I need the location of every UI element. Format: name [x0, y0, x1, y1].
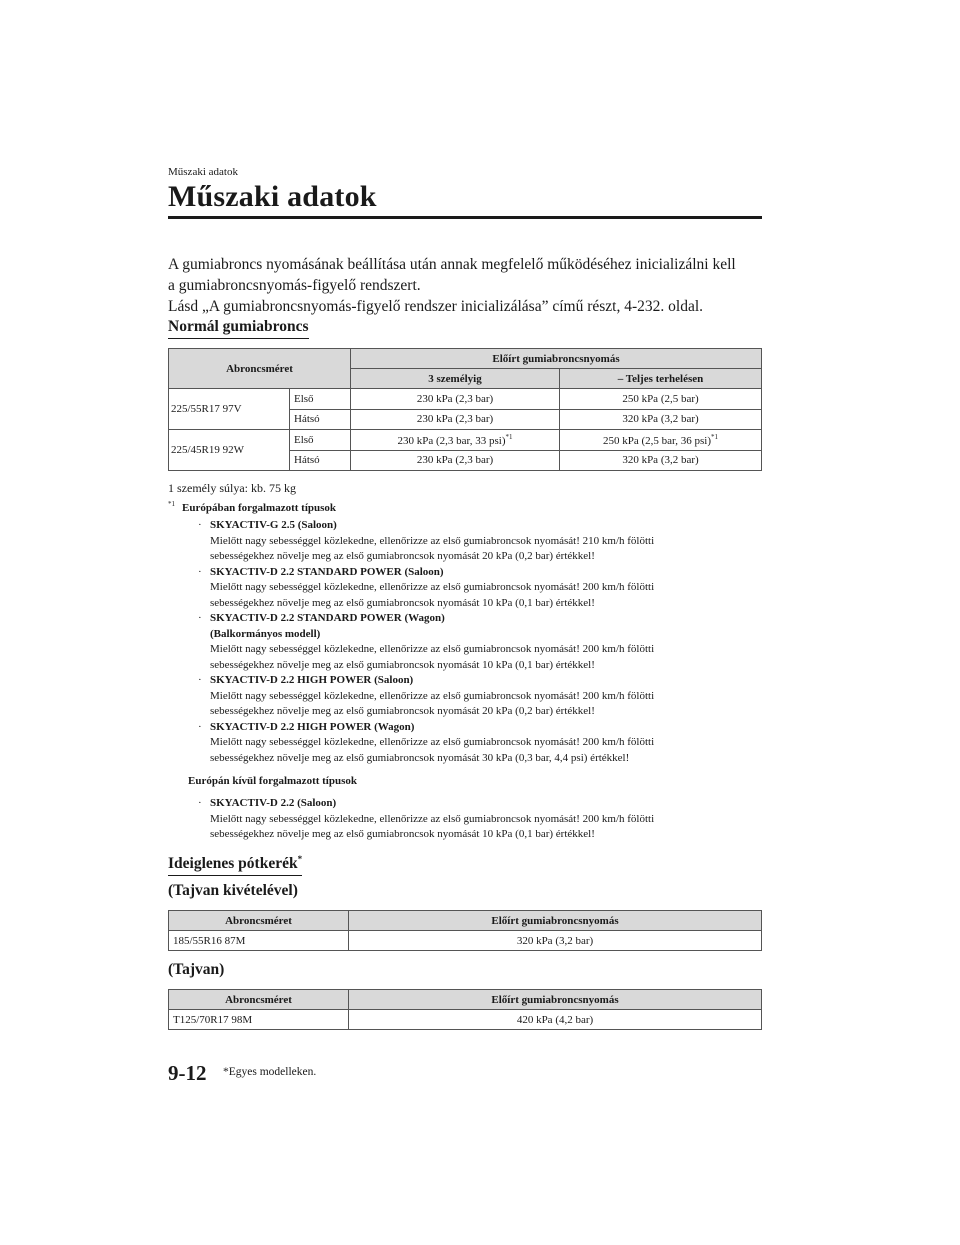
axle-position: Első: [290, 389, 350, 410]
list-item: [198, 518, 758, 565]
spare-subheading-taiwan: (Tajvan): [168, 961, 225, 978]
spare-subheading-non-taiwan: (Tajvan kivételével): [168, 882, 298, 899]
list-item: [198, 720, 758, 767]
tire-size: 185/55R16 87M: [169, 931, 349, 951]
model-note-line: Mielőtt nagy sebességgel közlekedne, ellenőrizze az első gumiabroncsok nyomását! 200 km/h fölötti: [210, 689, 655, 702]
model-note-line: Mielőtt nagy sebességgel közlekedne, ellenőrizze az első gumiabroncsok nyomását! 200 km/h fölötti: [210, 736, 655, 748]
table-header-pressure: Előírt gumiabroncsnyomás: [351, 349, 762, 369]
spare-heading-text: Ideiglenes pótkerék: [168, 855, 298, 873]
axle-position: Első: [290, 430, 350, 451]
model-note-line: Mielőtt nagy sebességgel közlekedne, ellenőrizze az első gumiabroncsok nyomását! 200 km/h fölötti: [210, 581, 655, 593]
normal-tire-pressure-table: [168, 348, 762, 471]
model-note-line: Mielőtt nagy sebességgel közlekedne, ellenőrizze az első gumiabroncsok nyomását! 200 km/h fölötti: [210, 643, 655, 655]
pressure-value: 250 kPa (2,5 bar, 36 psi): [602, 434, 712, 447]
axle-position: Hátsó: [294, 454, 320, 466]
page-number: 9-12: [168, 1061, 207, 1085]
weight-note: 1 személy súlya: kb. 75 kg: [168, 481, 296, 495]
table-header-size: Abroncsméret: [169, 911, 349, 931]
bullet-icon: ·: [198, 674, 202, 686]
intro-line-2: a gumiabroncsnyomás-figyelő rendszert.: [168, 277, 421, 294]
section-heading-spare: [168, 854, 302, 876]
model-subtitle: (Balkormányos modell): [210, 627, 321, 640]
pressure-value: 320 kPa (3,2 bar): [560, 450, 762, 471]
pressure-value: 320 kPa (3,2 bar): [349, 931, 762, 951]
outside-europe-list: [198, 796, 758, 843]
spare-tire-table-taiwan: [168, 989, 762, 1030]
tire-size: T125/70R17 98M: [169, 1010, 349, 1030]
footnote-mark: *1: [168, 500, 175, 508]
model-note-line: Mielőtt nagy sebességgel közlekedne, ellenőrizze az első gumiabroncsok nyomását! 210 km/h fölötti: [210, 534, 655, 547]
pressure-value: 250 kPa (2,5 bar): [560, 389, 762, 410]
axle-position: Hátsó: [294, 413, 320, 425]
bullet-icon: ·: [198, 519, 202, 531]
list-item: [198, 796, 758, 843]
model-title: SKYACTIV-D 2.2 HIGH POWER (Wagon): [210, 720, 415, 733]
model-note-line: sebességekhez növelje meg az első gumiabroncsok nyomását 20 kPa (0,2 bar) értékkel!: [210, 705, 595, 717]
list-item: [198, 565, 758, 612]
pressure-value: 420 kPa (4,2 bar): [349, 1010, 762, 1030]
section-heading-normal: Normál gumiabroncs: [168, 318, 309, 339]
asterisk-mark: *: [297, 854, 303, 864]
table-row: [169, 1010, 762, 1030]
model-note-line: sebességekhez növelje meg az első gumiabroncsok nyomását 10 kPa (0,1 bar) értékkel!: [210, 828, 595, 840]
title-rule: [168, 216, 762, 219]
table-subheader-3-persons: 3 személyig: [351, 369, 560, 389]
model-title: SKYACTIV-D 2.2 HIGH POWER (Saloon): [210, 674, 414, 686]
table-header-size: Abroncsméret: [169, 349, 351, 389]
tire-size: 225/55R17 97V: [171, 403, 242, 415]
footnote-line: [168, 497, 336, 516]
model-note-line: sebességekhez növelje meg az első gumiabroncsok nyomását 20 kPa (0,2 bar) értékkel!: [210, 550, 595, 562]
footnote-title: Európában forgalmazott típusok: [182, 502, 337, 514]
model-title: SKYACTIV-D 2.2 (Saloon): [210, 797, 337, 809]
footer-note: *Egyes modelleken.: [223, 1066, 317, 1078]
bullet-icon: ·: [198, 720, 202, 733]
pressure-value: 320 kPa (3,2 bar): [560, 409, 762, 430]
table-row: [169, 430, 762, 451]
model-note-line: sebességekhez növelje meg az első gumiabroncsok nyomását 10 kPa (0,1 bar) értékkel!: [210, 658, 595, 671]
page-title: Műszaki adatok: [168, 180, 377, 213]
intro-line-1: A gumiabroncs nyomásának beállítása után annak megfelelő működéséhez inicializálni kell: [168, 256, 736, 273]
table-subheader-full-load: – Teljes terhelésen: [560, 369, 762, 389]
pressure-value: 230 kPa (2,3 bar): [351, 409, 560, 430]
model-note-line: sebességekhez növelje meg az első gumiabroncsok nyomását 30 kPa (0,3 bar, 4,4 psi) értékkel!: [210, 751, 630, 764]
footnote-mark: *1: [711, 432, 719, 441]
table-header-pressure: Előírt gumiabroncsnyomás: [349, 990, 762, 1010]
pressure-value: 230 kPa (2,3 bar, 33 psi): [397, 434, 506, 447]
pressure-value: 230 kPa (2,3 bar): [351, 389, 560, 410]
table-header-size: Abroncsméret: [169, 990, 349, 1010]
model-note-line: Mielőtt nagy sebességgel közlekedne, ellenőrizze az első gumiabroncsok nyomását! 200 km/h fölötti: [210, 812, 655, 825]
bullet-icon: ·: [198, 565, 202, 578]
spare-tire-table-non-taiwan: [168, 910, 762, 951]
intro-paragraph: [168, 254, 768, 317]
footnote-mark: *1: [505, 432, 513, 441]
model-title: SKYACTIV-D 2.2 STANDARD POWER (Wagon): [210, 612, 445, 624]
tire-size: 225/45R19 92W: [171, 444, 245, 456]
model-title: SKYACTIV-D 2.2 STANDARD POWER (Saloon): [210, 565, 444, 578]
table-header-pressure: Előírt gumiabroncsnyomás: [349, 911, 762, 931]
model-note-line: sebességekhez növelje meg az első gumiabroncsok nyomását 10 kPa (0,1 bar) értékkel!: [210, 596, 595, 609]
list-item: [198, 611, 758, 673]
outside-europe-title: Európán kívül forgalmazott típusok: [188, 775, 357, 787]
table-row: [169, 931, 762, 951]
bullet-icon: ·: [198, 612, 202, 624]
bullet-icon: ·: [198, 797, 202, 809]
table-row: [169, 389, 762, 410]
running-header: Műszaki adatok: [168, 166, 238, 178]
list-item: [198, 673, 758, 720]
pressure-value: 230 kPa (2,3 bar): [351, 450, 560, 471]
model-title: SKYACTIV-G 2.5 (Saloon): [210, 519, 337, 531]
europe-model-list: [198, 518, 758, 766]
intro-line-3: Lásd „A gumiabroncsnyomás-figyelő rendszer inicializálása” című részt, 4-232. oldal.: [168, 298, 703, 315]
